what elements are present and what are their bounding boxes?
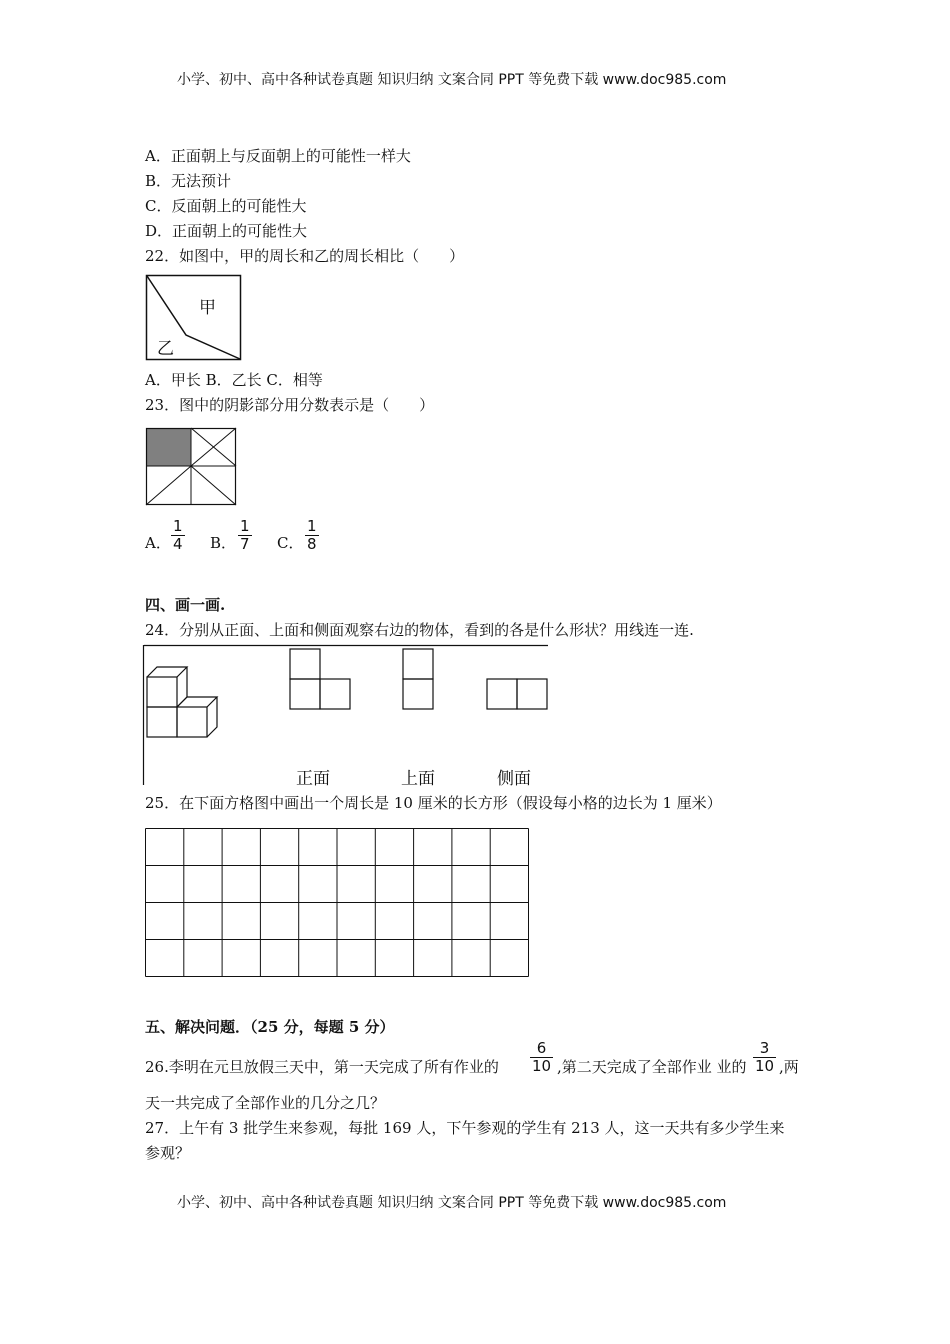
fraction-numerator: 6 <box>536 1039 547 1057</box>
section-4-title: 四、画一画. <box>145 596 226 614</box>
q24-figure <box>143 645 548 785</box>
fraction-numerator: 3 <box>759 1039 770 1057</box>
q27-text-line1: 27．上午有 3 批学生来参观，每批 169 人，下午参观的学生有 213 人，这一天共有多少学生来 <box>145 1119 785 1137</box>
fraction-denominator: 7 <box>240 535 250 553</box>
q27-text-line2: 参观？ <box>145 1144 191 1162</box>
q21-option-a: A．正面朝上与反面朝上的可能性一样大 <box>145 147 411 165</box>
q23-option-b-label: B． <box>210 534 237 552</box>
q23-option-a-label: A． <box>145 534 171 552</box>
q26-fraction-1 <box>530 1040 553 1075</box>
fraction-numerator: 1 <box>240 517 250 535</box>
fraction-numerator: 1 <box>307 517 317 535</box>
fraction-numerator: 1 <box>173 517 183 535</box>
fraction-denominator: 10 <box>755 1057 775 1075</box>
q26-text-part1: 26.李明在元旦放假三天中，第一天完成了所有作业的 <box>145 1058 499 1076</box>
q23-option-a-fraction <box>171 518 185 553</box>
q21-option-c: C．反面朝上的可能性大 <box>145 197 307 215</box>
page-footer: 小学、初中、高中各种试卷真题 知识归纳 文案合同 PPT 等免费下载 www.doc985.com <box>177 1195 727 1211</box>
q26-text-part2: ,第二天完成了全部作业 业的 <box>557 1058 747 1076</box>
q24-label-top: 上面 <box>401 769 435 789</box>
q23-option-b-fraction <box>238 518 252 553</box>
q26-text-line2: 天一共完成了全部作业的几分之几？ <box>145 1094 386 1112</box>
q23-shaded-cell <box>146 428 191 466</box>
q24-label-side: 侧面 <box>497 769 531 789</box>
q22-label-jia: 甲 <box>199 298 216 318</box>
q25-grid[interactable] <box>145 828 529 978</box>
q22-label-yi: 乙 <box>157 339 174 359</box>
section-5-title: 五、解决问题．（25 分，每题 5 分） <box>145 1018 395 1036</box>
q26-fraction-2 <box>753 1040 776 1075</box>
q23-figure <box>146 428 236 506</box>
q22-options: A．甲长 B．乙长 C．相等 <box>145 371 323 389</box>
q23-stem: 23．图中的阴影部分用分数表示是（ ） <box>145 396 435 414</box>
fraction-denominator: 8 <box>307 535 317 553</box>
page-header: 小学、初中、高中各种试卷真题 知识归纳 文案合同 PPT 等免费下载 www.doc985.com <box>177 72 727 88</box>
q21-option-b: B．无法预计 <box>145 172 232 190</box>
q23-option-c-label: C． <box>277 534 304 552</box>
q24-stem: 24．分别从正面、上面和侧面观察右边的物体，看到的各是什么形状？用线连一连. <box>145 621 694 639</box>
q24-label-front: 正面 <box>296 769 330 789</box>
q25-stem: 25．在下面方格图中画出一个周长是 10 厘米的长方形（假设每小格的边长为 1 厘米） <box>145 794 722 812</box>
q22-stem: 22．如图中，甲的周长和乙的周长相比（ ） <box>145 247 465 265</box>
q23-option-c-fraction <box>305 518 319 553</box>
q21-option-d: D．正面朝上的可能性大 <box>145 222 308 240</box>
fraction-denominator: 10 <box>532 1057 552 1075</box>
fraction-denominator: 4 <box>173 535 183 553</box>
q26-text-part3: ,两 <box>779 1058 799 1076</box>
